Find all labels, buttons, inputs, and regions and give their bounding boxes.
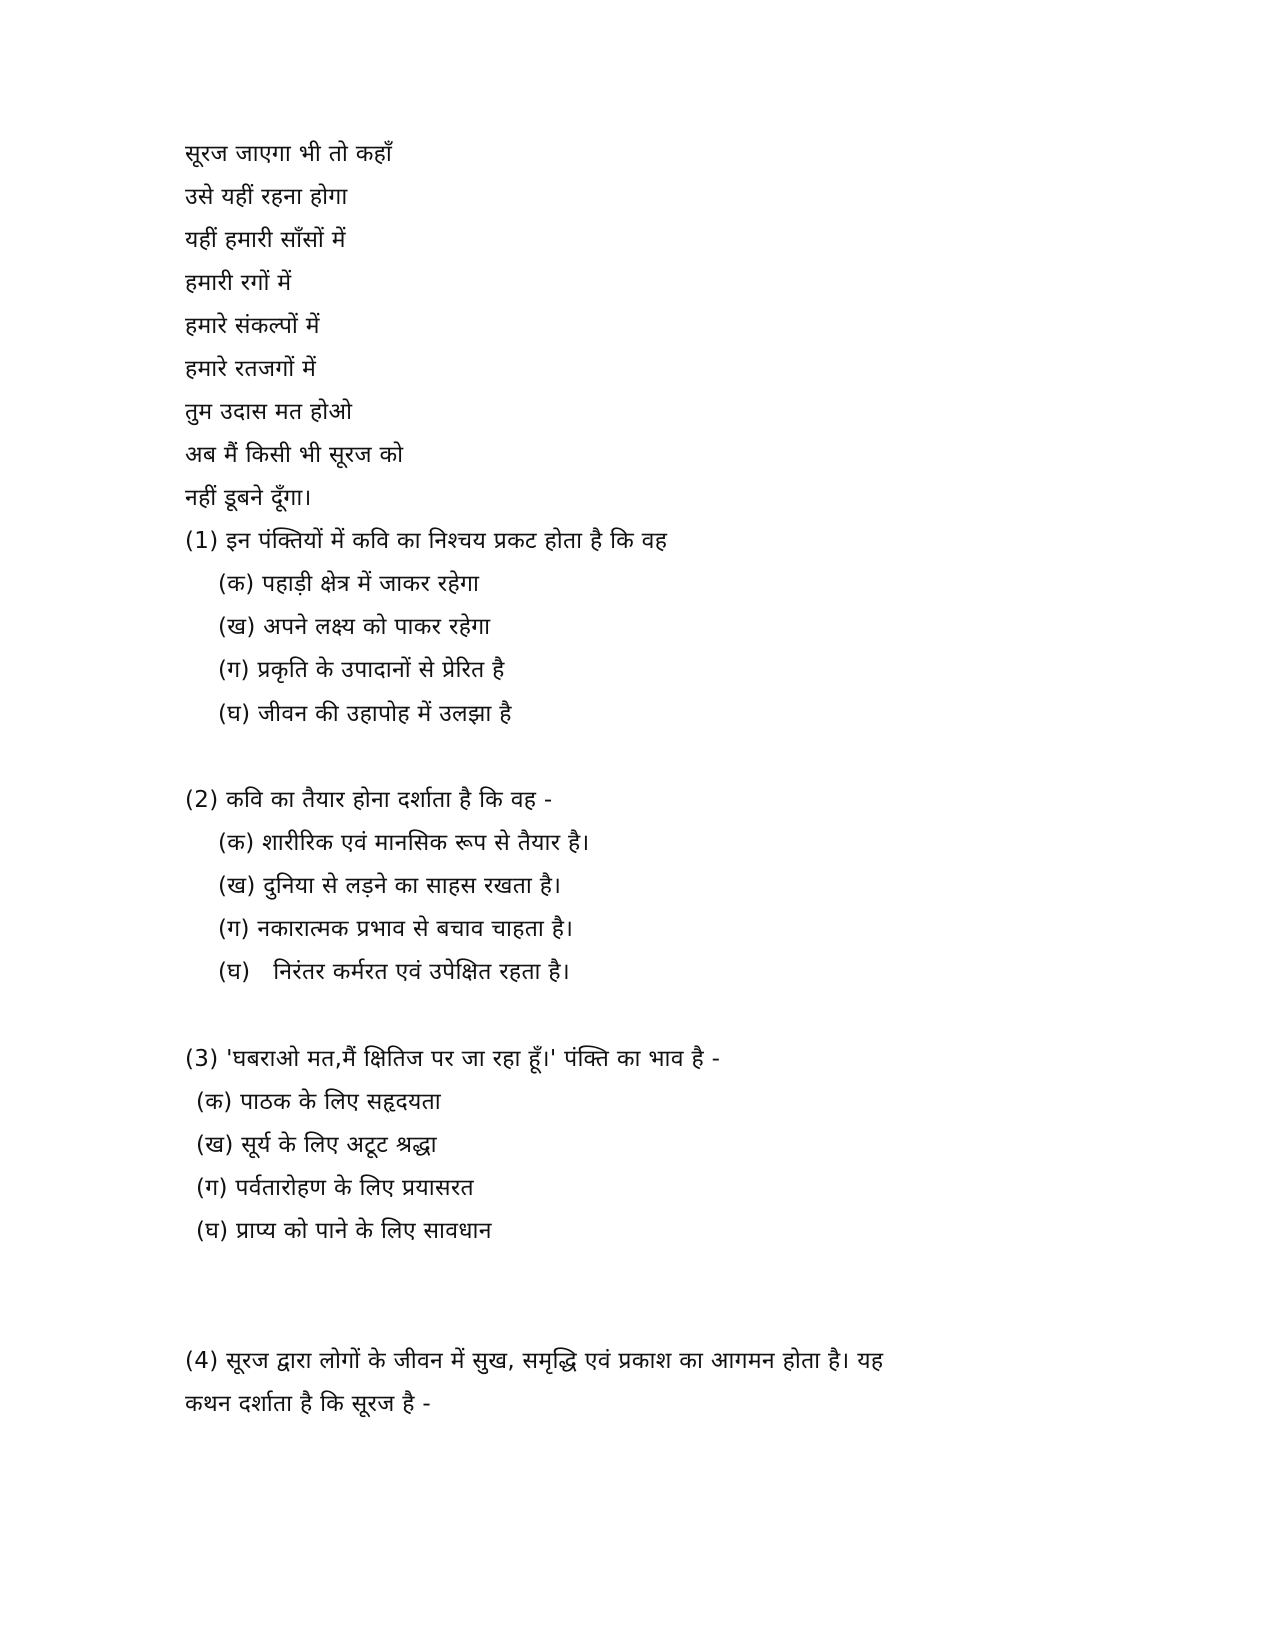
answer-option: (घ) प्राप्य को पाने के लिए सावधान xyxy=(196,1218,492,1244)
answer-option: (क) पाठक के लिए सहृदयता xyxy=(196,1089,442,1115)
poem-line: हमारे रतजगों में xyxy=(185,356,317,382)
question-prompt: (4) सूरज द्वारा लोगों के जीवन में सुख, समृद्धि एवं प्रकाश का आगमन होता है। यह xyxy=(185,1348,884,1374)
answer-option: (ख) अपने लक्ष्य को पाकर रहेगा xyxy=(218,614,491,640)
answer-option: (क) शारीरिक एवं मानसिक रूप से तैयार है। xyxy=(218,830,590,856)
answer-option: (ग) पर्वतारोहण के लिए प्रयासरत xyxy=(196,1175,474,1201)
answer-option: (ख) दुनिया से लड़ने का साहस रखता है। xyxy=(218,873,562,899)
question-prompt: (3) 'घबराओ मत,मैं क्षितिज पर जा रहा हूँ।' पंक्ति का भाव है - xyxy=(185,1046,721,1072)
answer-option: (घ) जीवन की उहापोह में उलझा है xyxy=(218,701,512,727)
question-prompt: (2) कवि का तैयार होना दर्शाता है कि वह - xyxy=(185,787,553,813)
answer-option: (ग) प्रकृति के उपादानों से प्रेरित है xyxy=(218,657,505,683)
poem-line: यहीं हमारी साँसों में xyxy=(185,227,346,253)
poem-line: तुम उदास मत होओ xyxy=(185,399,353,425)
answer-option: (ग) नकारात्मक प्रभाव से बचाव चाहता है। xyxy=(218,916,574,942)
answer-option: (ख) सूर्य के लिए अटूट श्रद्धा xyxy=(196,1132,437,1158)
question-prompt: (1) इन पंक्तियों में कवि का निश्चय प्रकट होता है कि वह xyxy=(185,528,668,554)
answer-option: (घ) निरंतर कर्मरत एवं उपेक्षित रहता है। xyxy=(218,959,570,985)
poem-line: सूरज जाएगा भी तो कहाँ xyxy=(185,141,393,167)
poem-line: अब मैं किसी भी सूरज को xyxy=(185,442,404,468)
poem-line: उसे यहीं रहना होगा xyxy=(185,184,348,210)
poem-line: नहीं डूबने दूँगा। xyxy=(185,485,312,511)
poem-line: हमारे संकल्पों में xyxy=(185,313,320,339)
poem-line: हमारी रगों में xyxy=(185,270,292,296)
answer-option: (क) पहाड़ी क्षेत्र में जाकर रहेगा xyxy=(218,571,480,597)
question-prompt-continuation: कथन दर्शाता है कि सूरज है - xyxy=(185,1391,431,1417)
